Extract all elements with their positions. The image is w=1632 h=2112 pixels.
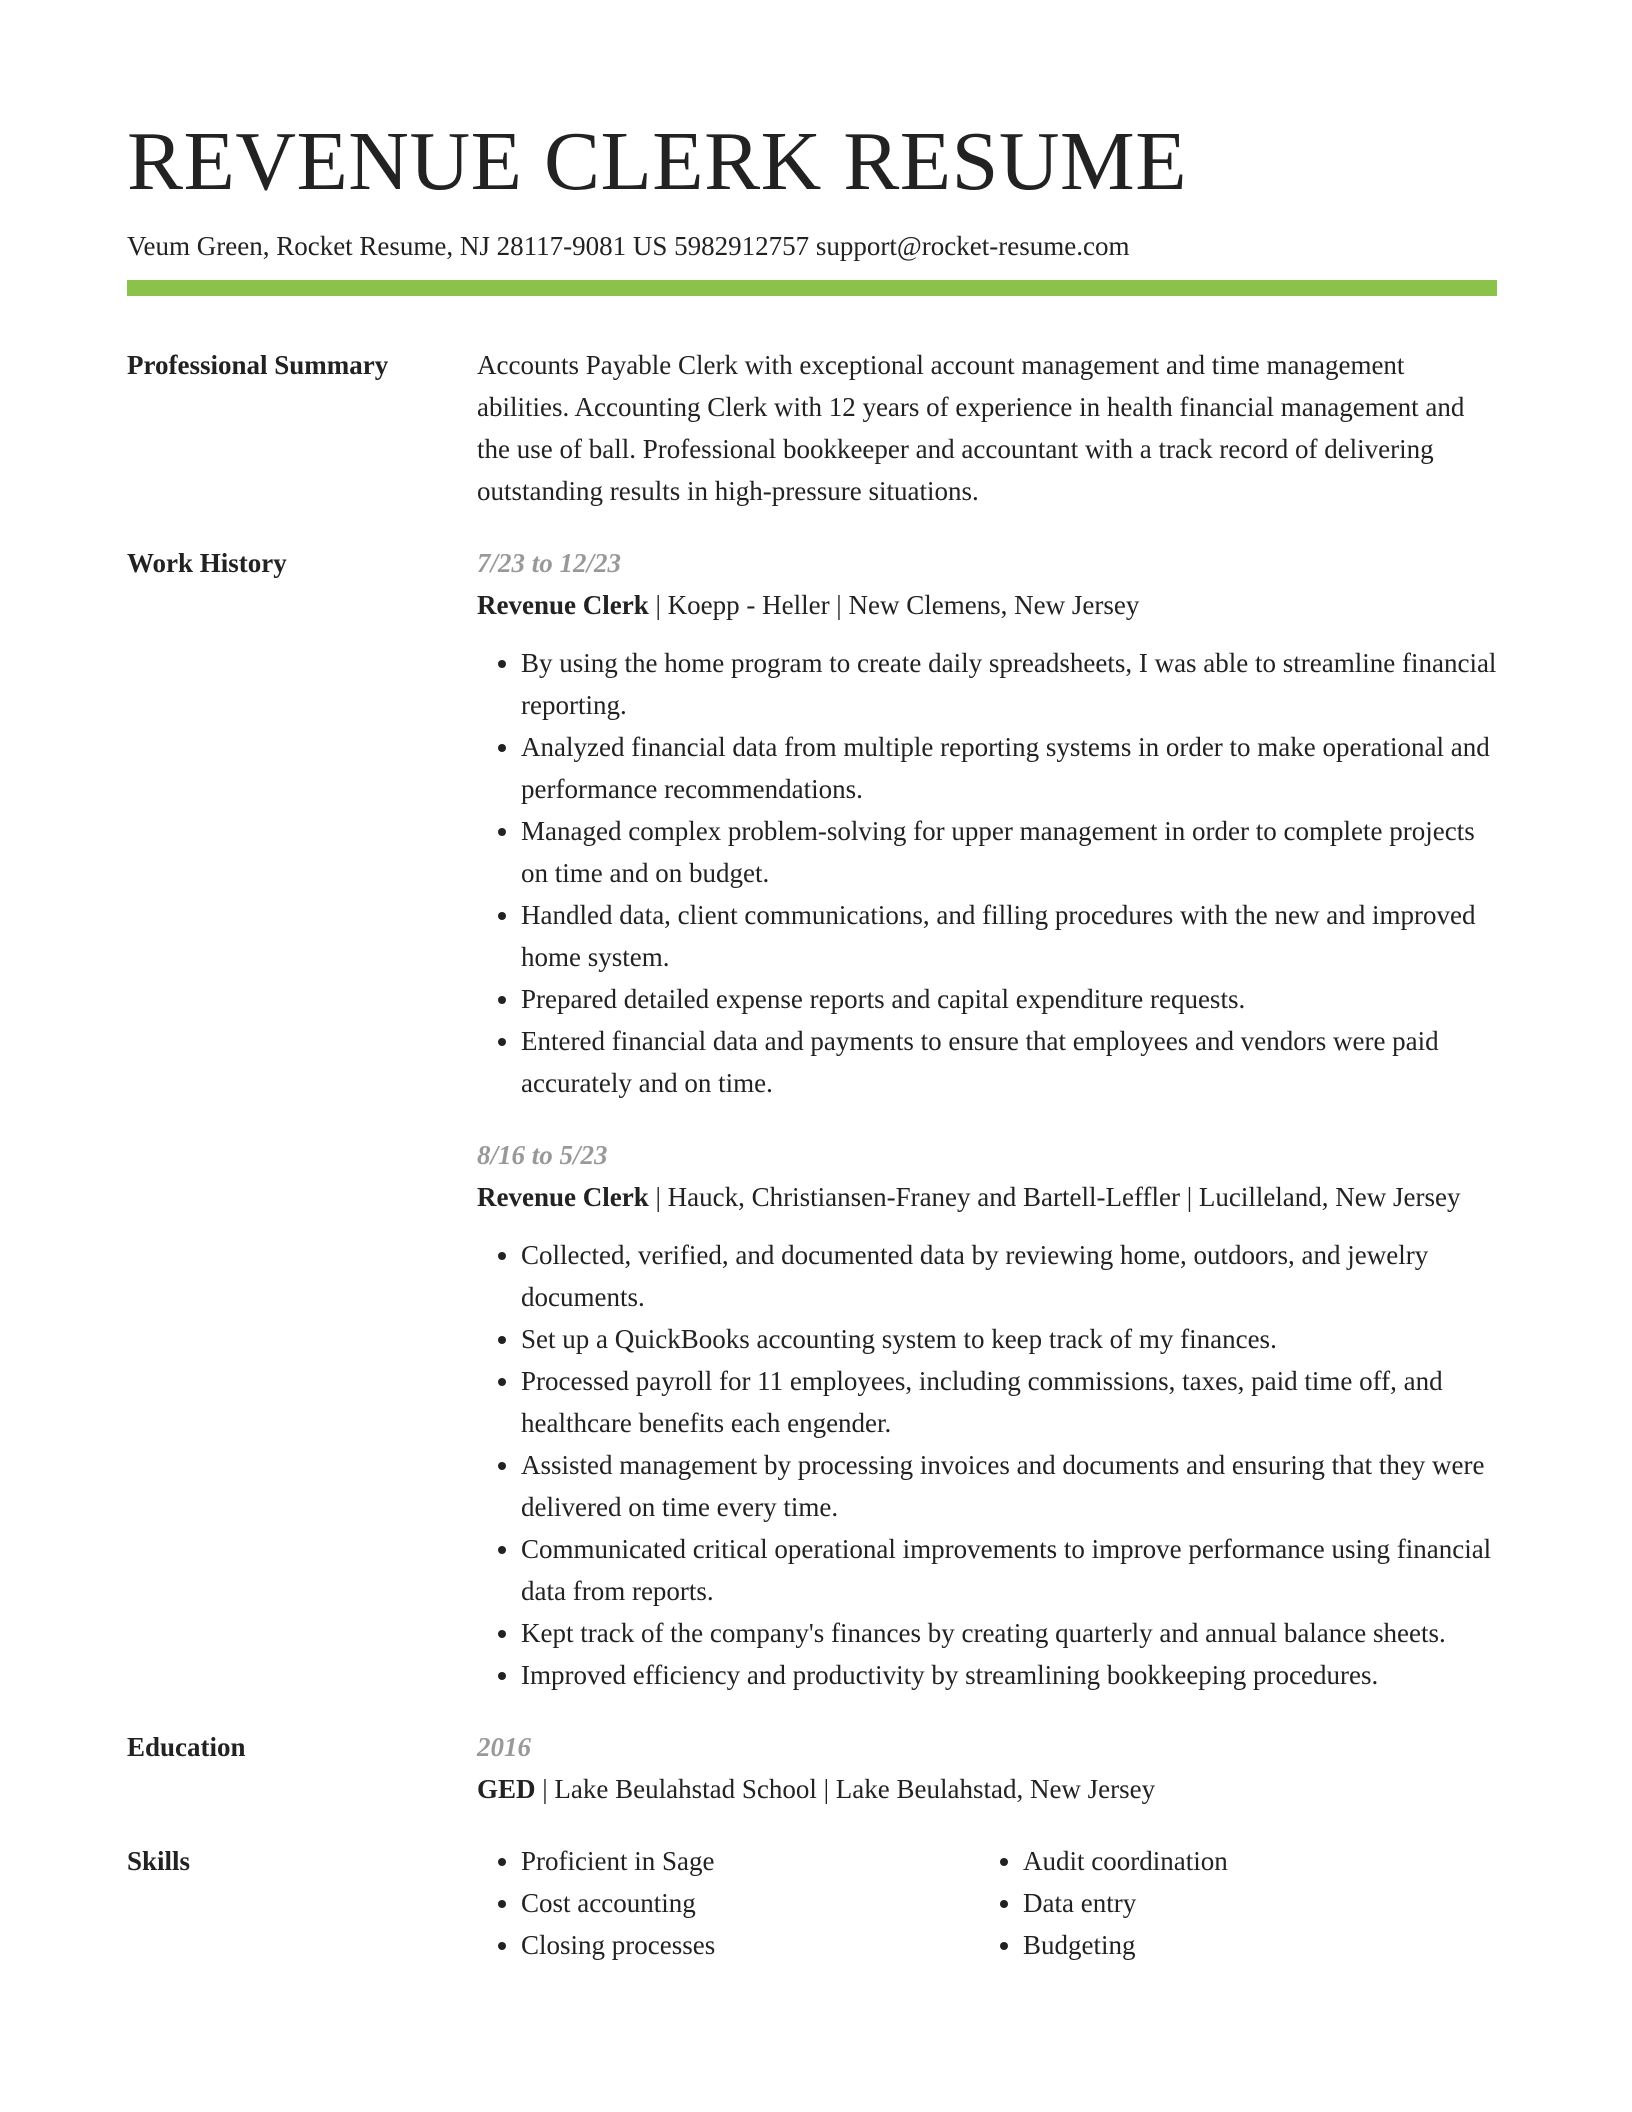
skill-item: • Cost accounting bbox=[521, 1882, 979, 1924]
job-dates: 8/16 to 5/23 bbox=[477, 1140, 608, 1171]
job-bullet: • Managed complex problem-solving for upper management in order to complete projects on time and on budget. bbox=[521, 810, 1497, 894]
skill-item: • Data entry bbox=[1023, 1882, 1481, 1924]
job-bullet: • Set up a QuickBooks accounting system to keep track of my finances. bbox=[521, 1318, 1497, 1360]
work-history-body bbox=[477, 542, 1497, 1696]
job-details: | Koepp - Heller | New Clemens, New Jersey bbox=[648, 590, 1140, 621]
job-bullet: • Processed payroll for 11 employees, including commissions, taxes, paid time off, and healthcare benefits each engender. bbox=[521, 1360, 1497, 1444]
education-details: | Lake Beulahstad School | Lake Beulahstad, New Jersey bbox=[535, 1774, 1156, 1805]
contact-line: Veum Green, Rocket Resume, NJ 28117-9081 US 5982912757 support@rocket-resume.com bbox=[127, 231, 1130, 261]
job-bullet: • Communicated critical operational improvements to improve performance using financial data from reports. bbox=[521, 1528, 1497, 1612]
job-bullets bbox=[477, 1234, 1497, 1696]
education-section bbox=[127, 1726, 1498, 1810]
job-bullets bbox=[477, 642, 1497, 1104]
job-bullet: • Analyzed financial data from multiple reporting systems in order to make operational and performance recommendations. bbox=[521, 726, 1497, 810]
job-entry bbox=[477, 542, 1497, 1104]
summary-text: Accounts Payable Clerk with exceptional account management and time management abilities. Accounting Clerk with 12 years of experience in health financial management and the use of ball. Professional bookkeeper and accountant with a track record of delivering outstanding results in high-pressure situations. bbox=[477, 350, 1465, 507]
education-label: Education bbox=[127, 1732, 246, 1763]
job-title: Revenue Clerk bbox=[477, 1182, 649, 1213]
skill-item: • Proficient in Sage bbox=[521, 1840, 979, 1882]
job-bullet: • Assisted management by processing invoices and documents and ensuring that they were delivered on time every time. bbox=[521, 1444, 1497, 1528]
summary-label: Professional Summary bbox=[127, 350, 389, 381]
work-history-section bbox=[127, 542, 1498, 1696]
job-heading bbox=[477, 1176, 1497, 1218]
job-heading bbox=[477, 584, 1497, 626]
job-bullet: • Prepared detailed expense reports and capital expenditure requests. bbox=[521, 978, 1497, 1020]
job-bullet: • Improved efficiency and productivity by streamlining bookkeeping procedures. bbox=[521, 1654, 1497, 1696]
education-year: 2016 bbox=[477, 1732, 531, 1763]
page-title: REVENUE CLERK RESUME bbox=[127, 115, 1187, 208]
accent-divider bbox=[127, 280, 1497, 296]
job-title: Revenue Clerk bbox=[477, 590, 649, 621]
skill-item: • Audit coordination bbox=[1023, 1840, 1481, 1882]
job-bullet: • Kept track of the company's finances by creating quarterly and annual balance sheets. bbox=[521, 1612, 1497, 1654]
job-bullet: • Handled data, client communications, and filling procedures with the new and improved home system. bbox=[521, 894, 1497, 978]
skills-label: Skills bbox=[127, 1846, 191, 1877]
job-dates: 7/23 to 12/23 bbox=[477, 548, 622, 579]
skills-column-1 bbox=[477, 1840, 979, 1966]
skill-item: • Budgeting bbox=[1023, 1924, 1481, 1966]
job-details: | Hauck, Christiansen-Franey and Bartell-Leffler | Lucilleland, New Jersey bbox=[648, 1182, 1461, 1213]
skills-body bbox=[477, 1840, 1497, 1966]
job-bullet: • By using the home program to create daily spreadsheets, I was able to streamline financial reporting. bbox=[521, 642, 1497, 726]
education-body bbox=[477, 1726, 1497, 1810]
job-bullet: • Entered financial data and payments to ensure that employees and vendors were paid accurately and on time. bbox=[521, 1020, 1497, 1104]
education-heading bbox=[477, 1768, 1497, 1810]
job-entry bbox=[477, 1134, 1497, 1696]
skill-item: • Closing processes bbox=[521, 1924, 979, 1966]
education-degree: GED bbox=[477, 1774, 536, 1805]
summary-section bbox=[127, 344, 1498, 512]
skills-section bbox=[127, 1840, 1498, 1966]
skills-column-2 bbox=[979, 1840, 1481, 1966]
work-history-label: Work History bbox=[127, 548, 287, 579]
job-bullet: • Collected, verified, and documented data by reviewing home, outdoors, and jewelry documents. bbox=[521, 1234, 1497, 1318]
